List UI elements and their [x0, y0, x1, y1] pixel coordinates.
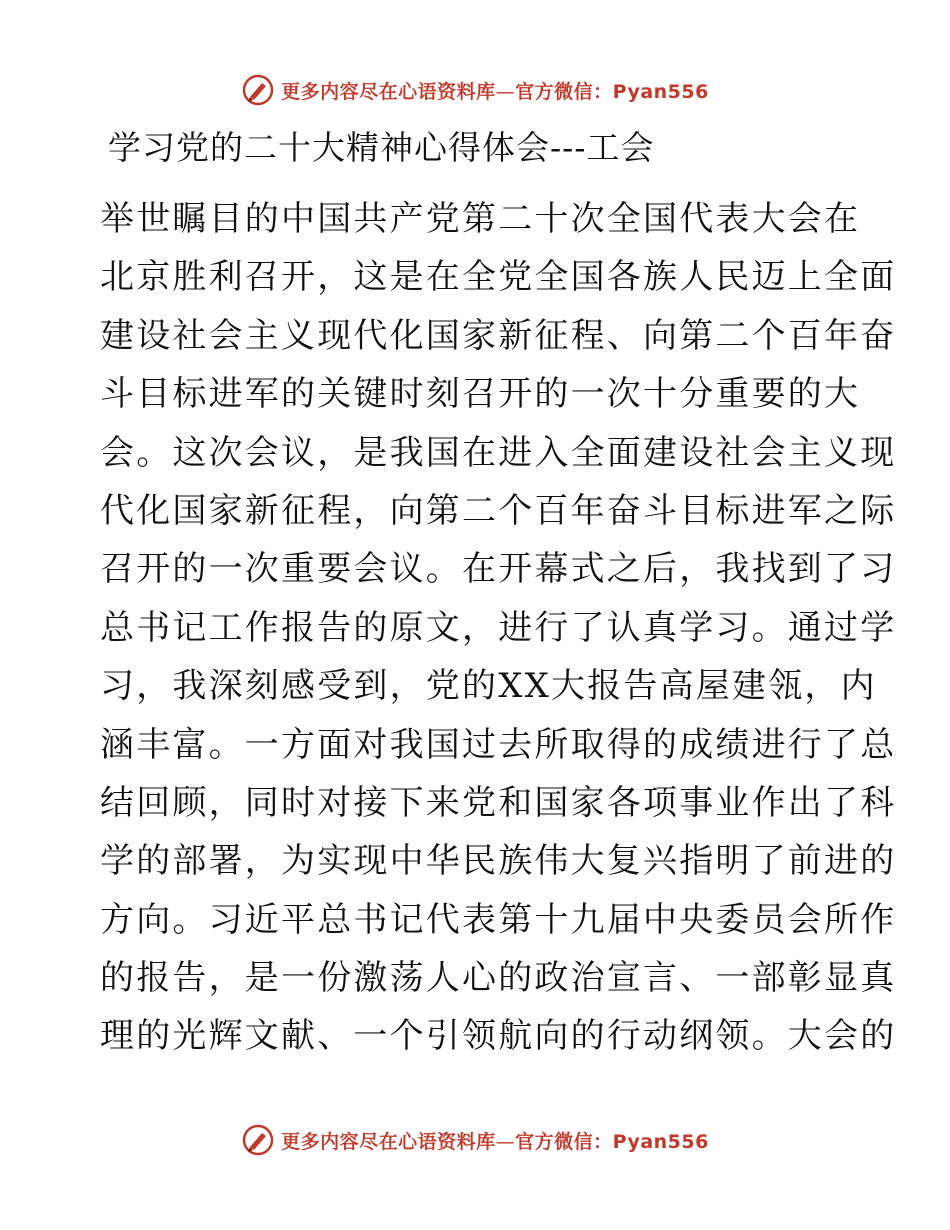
body-line: 习，我深刻感受到，党的XX大报告高屋建瓴，内	[100, 666, 877, 707]
body-line: 总书记工作报告的原文，进行了认真学习。通过学	[100, 607, 897, 648]
body-line: 涵丰富。一方面对我国过去所取得的成绩进行了总	[100, 724, 897, 765]
body-line: 北京胜利召开，这是在全党全国各族人民迈上全面	[100, 257, 897, 298]
body-line: 会。这次会议，是我国在进入全面建设社会主义现	[100, 432, 897, 473]
body-line: 结回顾，同时对接下来党和国家各项事业作出了科	[100, 782, 897, 823]
body-line: 代化国家新征程，向第二个百年奋斗目标进军之际	[100, 490, 897, 531]
banner-text: 更多内容尽在心语资料库—官方微信：Pyan556	[281, 80, 709, 103]
pen-logo-icon	[241, 1123, 275, 1157]
header-banner	[0, 70, 950, 110]
body-line: 斗目标进军的关键时刻召开的一次十分重要的大	[100, 374, 861, 415]
document-body	[100, 190, 897, 1066]
pen-logo-icon	[241, 73, 275, 107]
body-line: 召开的一次重要会议。在开幕式之后，我找到了习	[100, 549, 897, 590]
body-line: 方向。习近平总书记代表第十九届中央委员会所作	[100, 899, 897, 940]
footer-banner	[0, 1120, 950, 1160]
body-line: 建设社会主义现代化国家新征程、向第二个百年奋	[100, 315, 897, 356]
body-line: 的报告，是一份激荡人心的政治宣言、一部彰显真	[100, 958, 897, 999]
body-line: 理的光辉文献、一个引领航向的行动纲领。大会的	[100, 1016, 897, 1057]
banner-text: 更多内容尽在心语资料库—官方微信：Pyan556	[281, 1130, 709, 1153]
body-line: 举世瞩目的中国共产党第二十次全国代表大会在	[100, 199, 861, 239]
body-line: 学的部署，为实现中华民族伟大复兴指明了前进的	[100, 841, 897, 882]
document-title: 学习党的二十大精神心得体会---工会	[108, 128, 655, 167]
